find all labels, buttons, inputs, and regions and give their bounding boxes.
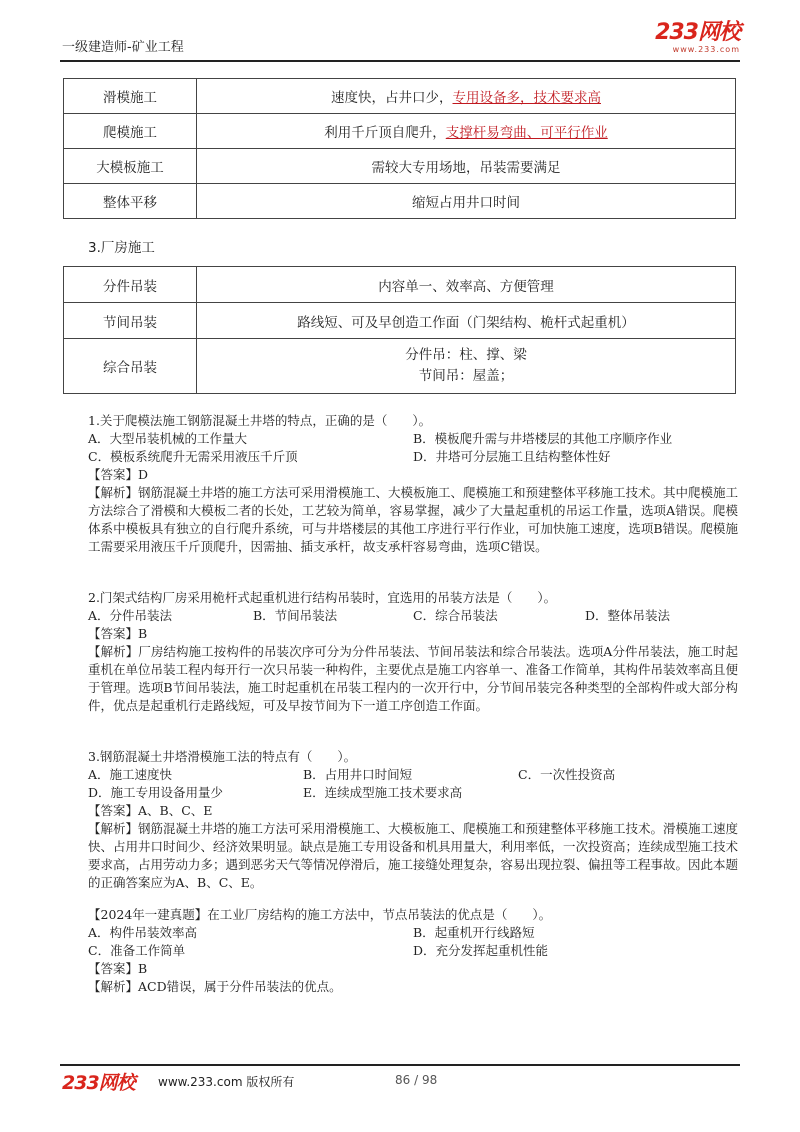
question-2	[88, 589, 738, 715]
method-cell: 分件吊装	[64, 267, 197, 303]
options-row	[88, 942, 738, 960]
footer-logo[interactable]: 233网校	[62, 1072, 135, 1094]
question-stem: 【2024年一建真题】在工业厂房结构的施工方法中，节点吊装法的优点是（ ）。	[88, 907, 552, 922]
question-3	[88, 748, 738, 892]
method-cell: 整体平移	[64, 184, 197, 219]
option-b: B．占用井口时间短	[303, 767, 413, 782]
desc-cell	[197, 114, 736, 149]
method-cell: 大模板施工	[64, 149, 197, 184]
header-divider	[60, 60, 740, 62]
desc-highlight: 支撑杆易弯曲、可平行作业	[445, 125, 608, 141]
option-e: E．连续成型施工技术要求高	[303, 785, 463, 800]
options-row	[88, 430, 738, 448]
answer: 【答案】D	[88, 467, 149, 482]
desc-cell: 需较大专用场地，吊装需要满足	[197, 149, 736, 184]
header-title: 一级建造师-矿业工程	[62, 40, 184, 55]
option-c: C．一次性投资高	[518, 767, 616, 782]
table-row	[64, 339, 736, 394]
question-stem: 3.钢筋混凝土井塔滑模施工法的特点有（ ）。	[88, 749, 357, 764]
options-row	[88, 784, 738, 802]
option-d: D．施工专用设备用量少	[88, 785, 224, 800]
answer: 【答案】B	[88, 961, 148, 976]
options-row	[88, 448, 738, 466]
formwork-methods-table	[63, 78, 736, 219]
option-a: A．施工速度快	[88, 767, 173, 782]
footer-copyright: www.233.com 版权所有	[158, 1075, 295, 1089]
hoisting-methods-table	[63, 266, 736, 394]
option-c: C．综合吊装法	[413, 608, 498, 623]
option-d: D．井塔可分层施工且结构整体性好	[413, 449, 611, 464]
logo-url: www.233.com	[672, 45, 740, 54]
table-row	[64, 114, 736, 149]
desc-line: 分件吊：柱、撑、梁	[405, 347, 527, 363]
section-heading: 3.厂房施工	[88, 240, 155, 256]
table-row	[64, 303, 736, 339]
page-number: 86 / 98	[395, 1073, 438, 1087]
analysis: 【解析】ACD错误，属于分件吊装法的优点。	[88, 979, 342, 994]
option-c: C．模板系统爬升无需采用液压千斤顶	[88, 449, 298, 464]
desc-cell: 缩短占用井口时间	[197, 184, 736, 219]
option-a: A．构件吊装效率高	[88, 925, 198, 940]
table-row	[64, 79, 736, 114]
desc-line: 节间吊：屋盖；	[418, 368, 514, 384]
page-header	[60, 20, 740, 60]
table-row	[64, 184, 736, 219]
question-1	[88, 412, 738, 556]
options-row	[88, 607, 738, 625]
options-row	[88, 766, 738, 784]
analysis: 【解析】厂房结构施工按构件的吊装次序可分为分件吊装法、节间吊装法和综合吊装法。选项A分件吊装法，施工时起重机在单位吊装工程内每开行一次只吊装一种构件，主要优点是施工内容单一、准备工作简单，其构件吊装效率高且便于管理。选项B节间吊装法，施工时起重机在吊装工程内的一次开行中，分节间吊装完各种类型的全部构件或大部分构件，优点是起重机行走路线短，可及早按节间为下一道工序创造工作面。	[88, 644, 739, 713]
option-c: C．准备工作简单	[88, 943, 186, 958]
question-stem: 2.门架式结构厂房采用桅杆式起重机进行结构吊装时，宜选用的吊装方法是（ ）。	[88, 590, 557, 605]
answer: 【答案】B	[88, 626, 148, 641]
option-b: B．起重机开行线路短	[413, 925, 535, 940]
option-b: B．节间吊装法	[253, 608, 338, 623]
desc-cell	[197, 339, 736, 394]
question-stem: 1.关于爬模法施工钢筋混凝土井塔的特点，正确的是（ ）。	[88, 413, 432, 428]
page-footer	[60, 1066, 740, 1092]
option-d: D．充分发挥起重机性能	[413, 943, 549, 958]
analysis: 【解析】钢筋混凝土井塔的施工方法可采用滑模施工、大模板施工、爬模施工和预建整体平移施工技术。其中爬模施工方法综合了滑模和大模板二者的长处，工艺较为简单，容易掌握，减少了大量起重机的吊运工作量，选项A错误。爬模体系中模板具有独立的自行爬升系统，可与井塔楼层的其他工序进行平行作业，可加快施工速度，选项B错误。爬模施工需要采用液压千斤顶爬升，因需抽、插支承杆，故支承杆容易弯曲，选项C错误。	[88, 485, 739, 554]
question-4	[88, 906, 738, 996]
table-row	[64, 267, 736, 303]
option-b: B．模板爬升需与井塔楼层的其他工序顺序作业	[413, 431, 673, 446]
logo-text: 233网校	[655, 20, 740, 45]
answer: 【答案】A、B、C、E	[88, 803, 213, 818]
desc-cell: 路线短、可及早创造工作面（门架结构、桅杆式起重机）	[197, 303, 736, 339]
method-cell: 爬模施工	[64, 114, 197, 149]
options-row	[88, 924, 738, 942]
table-row	[64, 149, 736, 184]
desc-text: 速度快，占井口少，	[331, 90, 453, 106]
analysis: 【解析】钢筋混凝土井塔的施工方法可采用滑模施工、大模板施工、爬模施工和预建整体平移施工技术。滑模施工速度快、占用井口时间少、经济效果明显。缺点是施工专用设备和机具用量大，利用率低，一次投资高；连续成型施工技术要求高，占用劳动力多；遇到恶劣天气等情况停滑后，施工接缝处理复杂，容易出现拉裂、偏扭等工程事故。因此本题的正确答案应为A、B、C、E。	[88, 821, 739, 890]
method-cell: 节间吊装	[64, 303, 197, 339]
method-cell: 综合吊装	[64, 339, 197, 394]
option-a: A．分件吊装法	[88, 608, 173, 623]
method-cell: 滑模施工	[64, 79, 197, 114]
desc-text: 利用千斤顶自爬升，	[324, 125, 446, 141]
desc-cell: 内容单一、效率高、方便管理	[197, 267, 736, 303]
brand-logo[interactable]	[655, 22, 740, 54]
desc-cell	[197, 79, 736, 114]
option-d: D．整体吊装法	[585, 608, 671, 623]
desc-highlight: 专用设备多，技术要求高	[452, 90, 601, 106]
option-a: A．大型吊装机械的工作量大	[88, 431, 248, 446]
